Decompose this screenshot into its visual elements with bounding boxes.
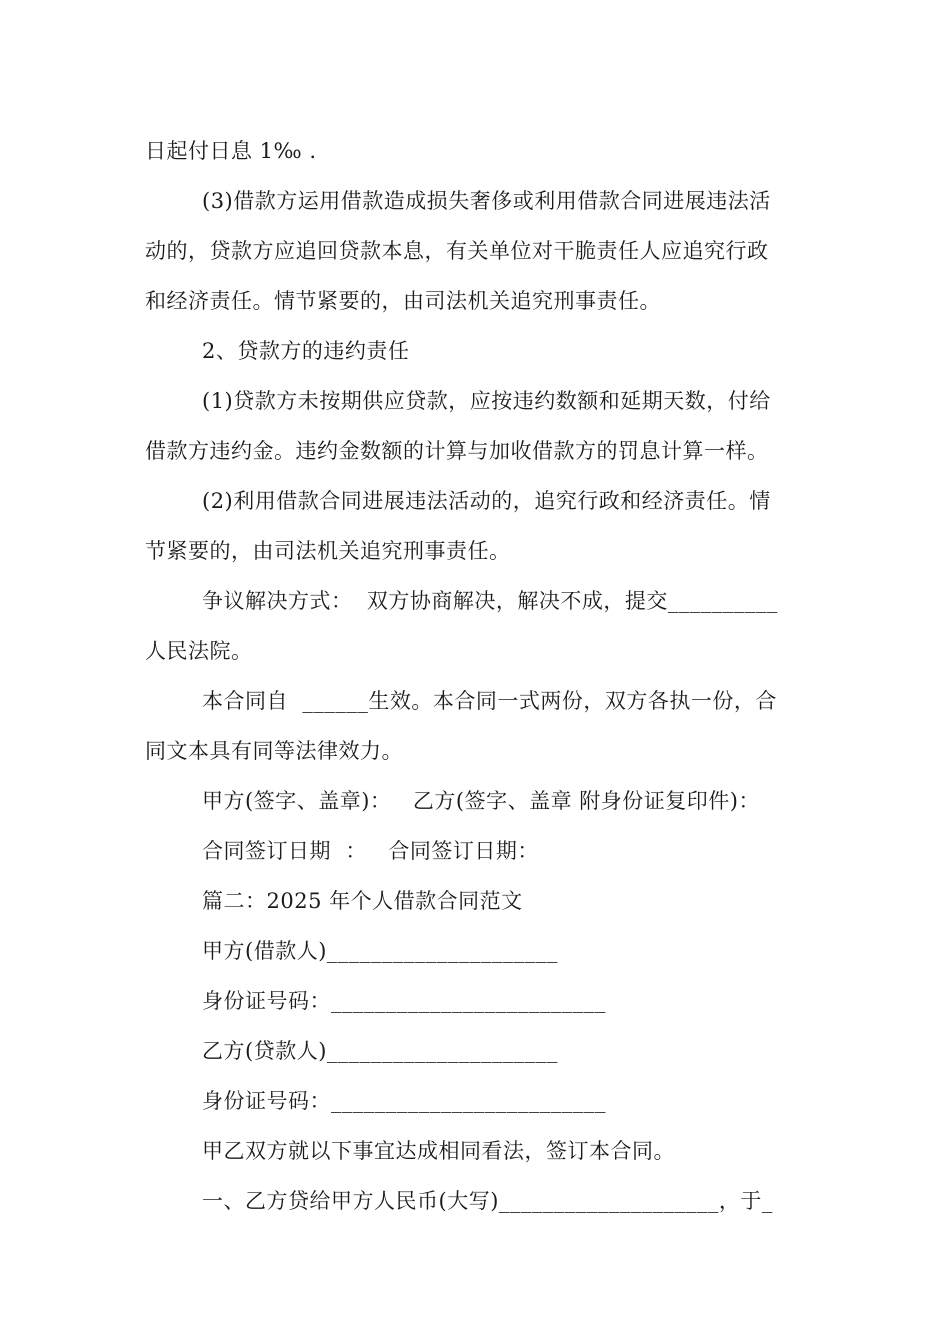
- section-heading: 2、贷款方的违约责任: [202, 339, 410, 363]
- text-line: 同文本具有同等法律效力。: [145, 739, 403, 763]
- text-line: 节紧要的，由司法机关追究刑事责任。: [145, 539, 511, 563]
- borrower-field: 甲方(借款人)_____________________: [202, 939, 558, 963]
- signature-line: 甲方(签字、盖章)： 乙方(签字、盖章 附身份证复印件)：: [202, 789, 760, 813]
- id-number-field: 身份证号码：_________________________: [202, 1089, 606, 1113]
- text-line: (2)利用借款合同进展违法活动的，追究行政和经济责任。情: [202, 489, 771, 513]
- text-line: 一、乙方贷给甲方人民币(大写)____________________，于_: [202, 1189, 773, 1213]
- date-line: 合同签订日期 ： 合同签订日期：: [202, 839, 539, 863]
- text-line: 争议解决方式： 双方协商解决，解决不成，提交__________: [202, 589, 778, 613]
- text-line: (1)贷款方未按期供应贷款，应按违约数额和延期天数，付给: [202, 389, 771, 413]
- text-line: 人民法院。: [145, 639, 253, 663]
- text-line: (3)借款方运用借款造成损失奢侈或利用借款合同进展违法活: [202, 189, 771, 213]
- text-line: 本合同自 ______生效。本合同一式两份，双方各执一份，合: [202, 689, 777, 713]
- text-line: 日起付日息 1‰ .: [145, 139, 317, 163]
- lender-field: 乙方(贷款人)_____________________: [202, 1039, 558, 1063]
- section-title: 篇二：2025 年个人借款合同范文: [202, 889, 523, 913]
- text-line: 和经济责任。情节紧要的，由司法机关追究刑事责任。: [145, 289, 661, 313]
- text-line: 动的，贷款方应追回贷款本息，有关单位对干脆责任人应追究行政: [145, 239, 769, 263]
- text-line: 甲乙双方就以下事宜达成相同看法，签订本合同。: [202, 1139, 675, 1163]
- id-number-field: 身份证号码：_________________________: [202, 989, 606, 1013]
- text-line: 借款方违约金。违约金数额的计算与加收借款方的罚息计算一样。: [145, 439, 769, 463]
